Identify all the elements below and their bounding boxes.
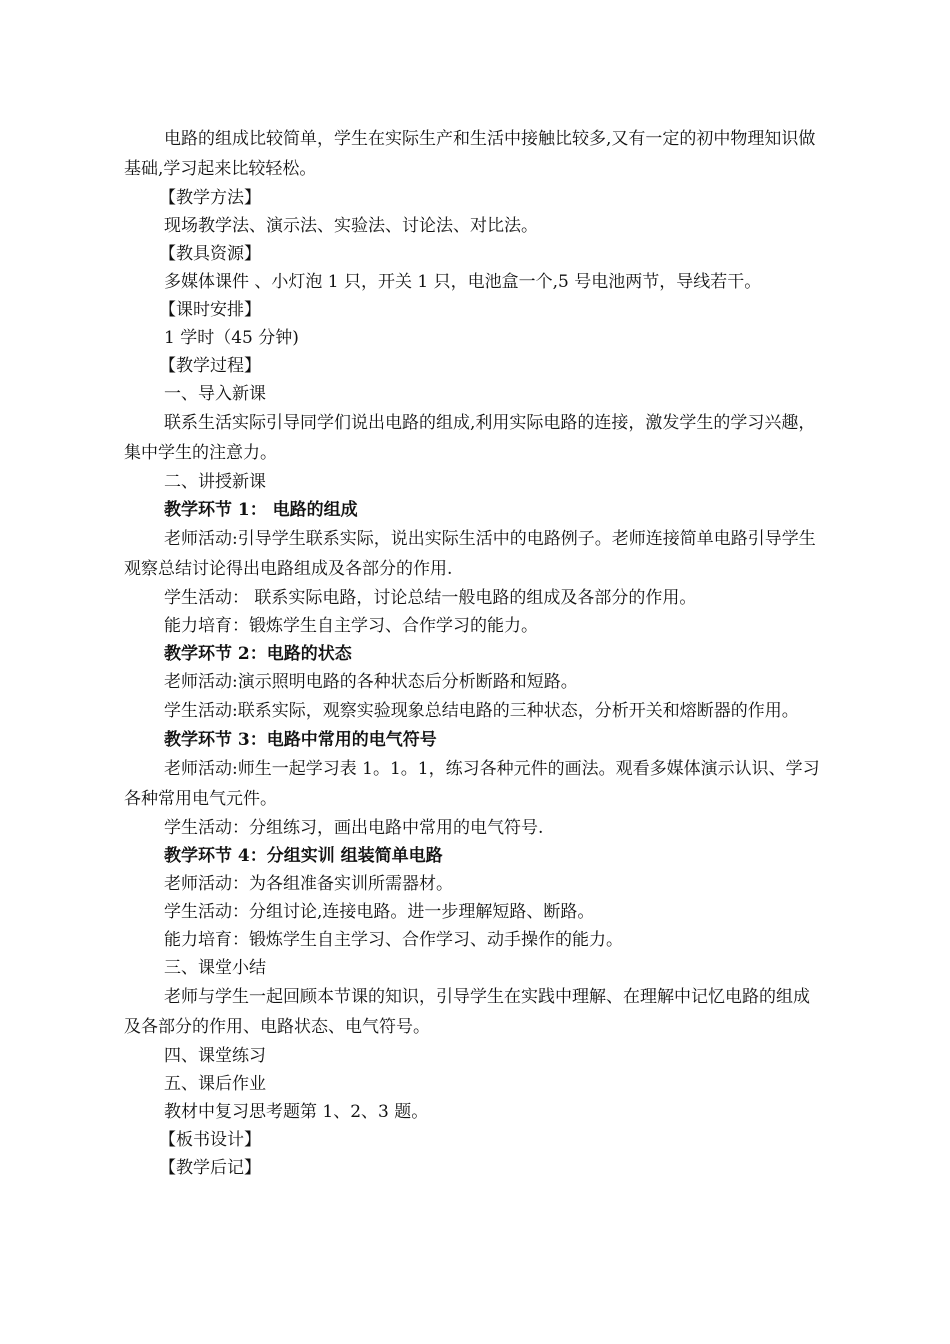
- step-1-student: 学生活动： 联系实际电路，讨论总结一般电路的组成及各部分的作用。: [164, 588, 697, 608]
- step-1-teacher: 老师活动:引导学生联系实际，说出实际生活中的电路例子。老师连接简单电路引导学生观察总结讨论得出电路组成及各部分的作用.: [124, 529, 816, 579]
- step-4-student: 学生活动：分组讨论,连接电路。进一步理解短路、断路。: [164, 902, 595, 922]
- section-introduction: 一、导入新课: [164, 384, 266, 404]
- heading-teaching-resources: 【教具资源】: [159, 244, 261, 264]
- section-homework: 五、课后作业: [164, 1074, 266, 1094]
- step-1-ability: 能力培育：锻炼学生自主学习、合作学习的能力。: [164, 616, 538, 636]
- paragraph-introduction: 联系生活实际引导同学们说出电路的组成,利用实际电路的连接，激发学生的学习兴趣，集中学生的注意力。: [124, 413, 816, 463]
- step-3-student: 学生活动：分组练习，画出电路中常用的电气符号.: [164, 818, 544, 838]
- section-practice: 四、课堂练习: [164, 1046, 266, 1066]
- heading-teaching-process: 【教学过程】: [159, 356, 261, 376]
- step-4-ability: 能力培育：锻炼学生自主学习、合作学习、动手操作的能力。: [164, 930, 623, 950]
- step-4-title: 教学环节 4：分组实训 组装简单电路: [164, 846, 443, 866]
- paragraph-homework: 教材中复习思考题第 1、2、3 题。: [164, 1102, 429, 1122]
- section-new-lesson: 二、讲授新课: [164, 472, 266, 492]
- heading-class-hours: 【课时安排】: [159, 300, 261, 320]
- step-1-title: 教学环节 1： 电路的组成: [164, 500, 358, 520]
- step-3-teacher: 老师活动:师生一起学习表 1。1。1，练习各种元件的画法。观看多媒体演示认识、学习各种常用电气元件。: [124, 759, 820, 809]
- paragraph-intro: 电路的组成比较简单，学生在实际生产和生活中接触比较多,又有一定的初中物理知识做基础,学习起来比较轻松。: [124, 129, 816, 179]
- step-4-teacher: 老师活动：为各组准备实训所需器材。: [164, 874, 453, 894]
- paragraph-resources: 多媒体课件 、小灯泡 1 只，开关 1 只，电池盒一个,5 号电池两节，导线若干。: [164, 272, 762, 292]
- step-2-title: 教学环节 2：电路的状态: [164, 644, 352, 664]
- step-2-teacher: 老师活动:演示照明电路的各种状态后分析断路和短路。: [164, 672, 578, 692]
- heading-teaching-method: 【教学方法】: [159, 188, 261, 208]
- heading-teaching-notes: 【教学后记】: [159, 1158, 261, 1178]
- paragraph-class-hours: 1 学时（45 分钟): [164, 328, 299, 348]
- document-page: [124, 124, 824, 1182]
- step-3-title: 教学环节 3：电路中常用的电气符号: [164, 730, 437, 750]
- section-summary: 三、课堂小结: [164, 958, 266, 978]
- paragraph-summary: 老师与学生一起回顾本节课的知识，引导学生在实践中理解、在理解中记忆电路的组成及各部分的作用、电路状态、电气符号。: [124, 987, 810, 1037]
- step-2-student: 学生活动:联系实际，观察实验现象总结电路的三种状态，分析开关和熔断器的作用。: [164, 701, 799, 721]
- heading-board-design: 【板书设计】: [159, 1130, 261, 1150]
- paragraph-methods: 现场教学法、演示法、实验法、讨论法、对比法。: [164, 216, 538, 236]
